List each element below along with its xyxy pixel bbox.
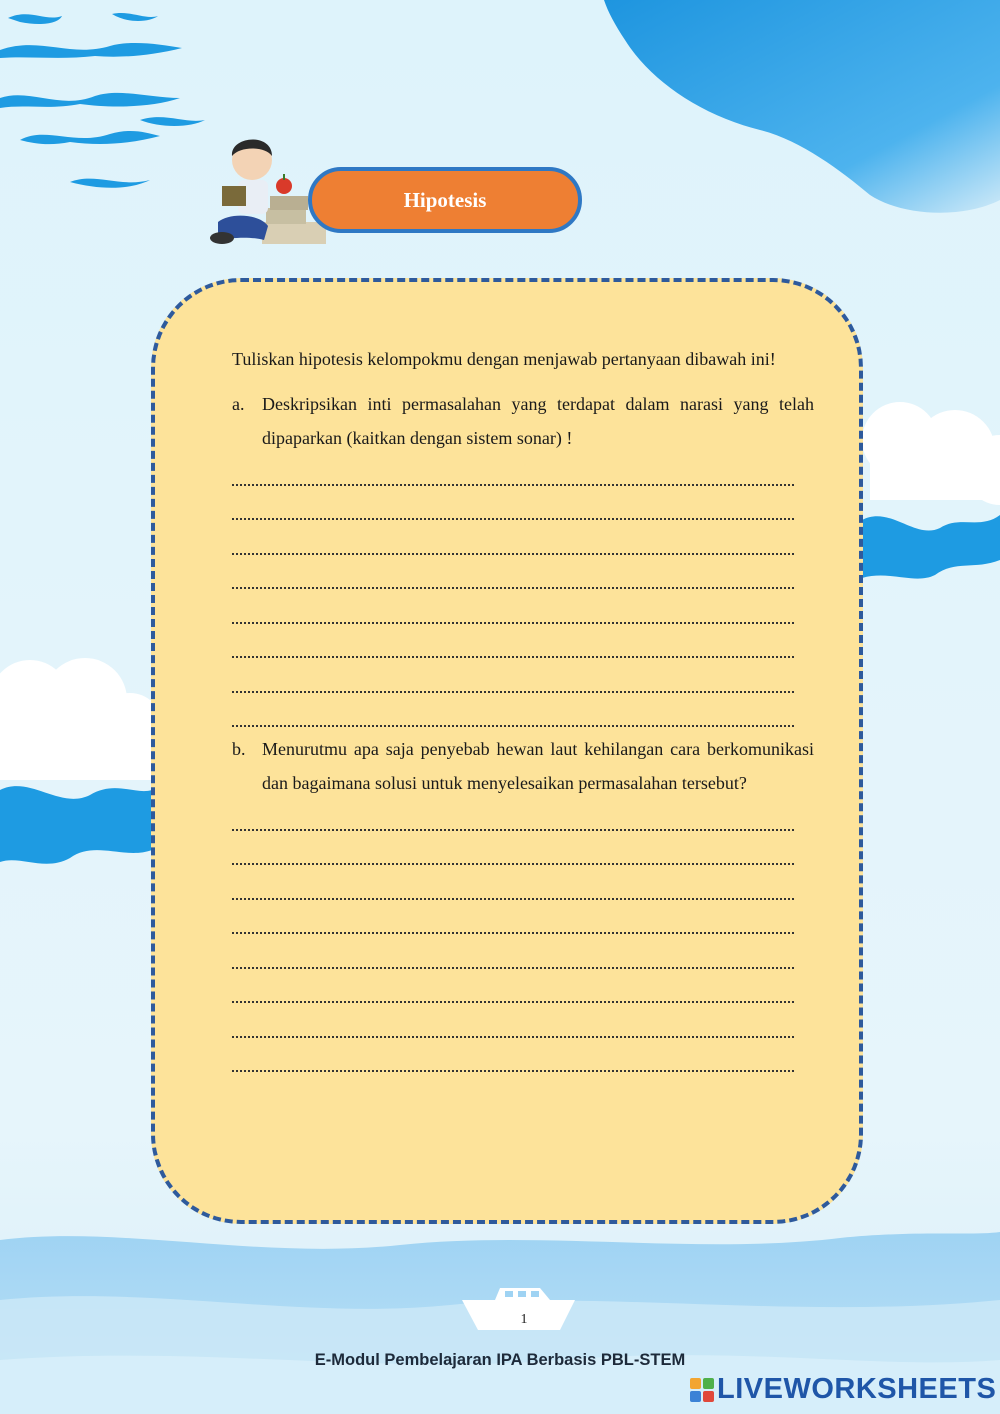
section-title: Hipotesis bbox=[403, 187, 487, 212]
answer-a-input-5[interactable] bbox=[232, 600, 794, 624]
answer-line bbox=[232, 939, 814, 974]
answer-a-input-4[interactable] bbox=[232, 565, 794, 589]
page-number: 1 bbox=[520, 1312, 528, 1327]
answer-a-input-3[interactable] bbox=[232, 531, 794, 555]
liveworksheets-logo[interactable] bbox=[690, 1373, 996, 1406]
answer-b-input-5[interactable] bbox=[232, 945, 794, 969]
answer-b-input-8[interactable] bbox=[232, 1048, 794, 1072]
answer-line bbox=[232, 663, 814, 698]
answer-line bbox=[232, 1042, 814, 1077]
liveworksheets-logo-icon bbox=[690, 1378, 714, 1402]
answer-a-input-8[interactable] bbox=[232, 703, 794, 727]
answer-line bbox=[232, 904, 814, 939]
answer-area-a bbox=[202, 456, 814, 732]
answer-line bbox=[232, 801, 814, 836]
answer-a-input-1[interactable] bbox=[232, 462, 794, 486]
answer-line bbox=[232, 628, 814, 663]
answer-line bbox=[232, 835, 814, 870]
answer-b-input-6[interactable] bbox=[232, 979, 794, 1003]
left-wave bbox=[0, 786, 152, 864]
liveworksheets-brand: LIVEWORKSHEETS bbox=[717, 1373, 997, 1405]
top-left-waves bbox=[0, 13, 205, 188]
answer-line bbox=[232, 1008, 814, 1043]
instruction-text: Tuliskan hipotesis kelompokmu dengan menjawab pertanyaan dibawah ini! bbox=[232, 349, 776, 369]
section-title-badge bbox=[308, 167, 582, 233]
question-text: Menurutmu apa saja penyebab hewan laut kehilangan cara berkomunikasi dan bagaimana solusi untuk menyelesaikan permasalahan tersebut? bbox=[262, 738, 814, 793]
answer-b-input-7[interactable] bbox=[232, 1014, 794, 1038]
right-cloud bbox=[862, 402, 1000, 505]
answer-a-input-7[interactable] bbox=[232, 669, 794, 693]
answer-b-input-3[interactable] bbox=[232, 876, 794, 900]
top-right-wave-blob bbox=[604, 0, 1000, 213]
answer-b-input-4[interactable] bbox=[232, 910, 794, 934]
left-cloud bbox=[0, 658, 162, 780]
module-title: E-Modul Pembelajaran IPA Berbasis PBL-STEM bbox=[314, 1351, 686, 1369]
answer-line bbox=[232, 973, 814, 1008]
question-letter: b. bbox=[232, 738, 246, 759]
answer-line bbox=[232, 594, 814, 629]
answer-line bbox=[232, 490, 814, 525]
worksheet-content bbox=[202, 342, 814, 1077]
answer-a-input-6[interactable] bbox=[232, 634, 794, 658]
answer-line bbox=[232, 870, 814, 905]
answer-line bbox=[232, 456, 814, 491]
answer-line bbox=[232, 697, 814, 732]
answer-a-input-2[interactable] bbox=[232, 496, 794, 520]
question-b bbox=[202, 732, 814, 801]
answer-area-b bbox=[202, 801, 814, 1077]
answer-line bbox=[232, 525, 814, 560]
answer-line bbox=[232, 559, 814, 594]
answer-b-input-1[interactable] bbox=[232, 807, 794, 831]
question-text: Deskripsikan inti permasalahan yang terdapat dalam narasi yang telah dipaparkan (kaitkan dengan sistem sonar) ! bbox=[262, 393, 814, 448]
question-letter: a. bbox=[232, 393, 245, 414]
question-a bbox=[202, 387, 814, 456]
answer-b-input-2[interactable] bbox=[232, 841, 794, 865]
right-wave bbox=[862, 515, 1000, 579]
